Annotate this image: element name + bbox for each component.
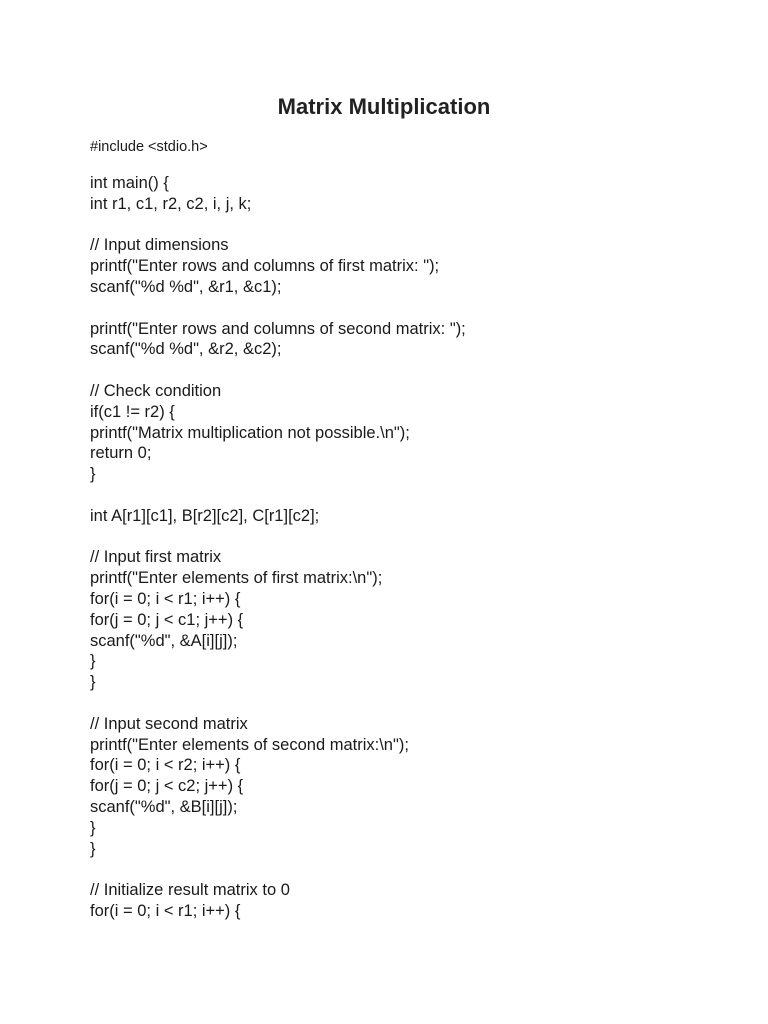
code-line: scanf("%d %d", &r2, &c2);	[90, 340, 282, 359]
code-line: int r1, c1, r2, c2, i, j, k;	[90, 194, 252, 213]
code-line: scanf("%d %d", &r1, &c1);	[90, 277, 282, 296]
code-line: printf("Enter elements of first matrix:\n");	[90, 569, 383, 588]
document-title: Matrix Multiplication	[277, 94, 491, 119]
code-line: for(j = 0; j < c2; j++) {	[90, 777, 244, 796]
code-line: for(j = 0; j < c1; j++) {	[90, 610, 244, 629]
code-line: printf("Enter rows and columns of second matrix: ");	[90, 319, 466, 338]
blank-line	[90, 298, 730, 319]
code-line: // Check condition	[90, 381, 222, 400]
code-line: // Input second matrix	[90, 714, 248, 733]
code-line: // Input first matrix	[90, 548, 222, 567]
code-line: }	[90, 818, 96, 837]
code-line: scanf("%d", &B[i][j]);	[90, 797, 238, 816]
code-line: int A[r1][c1], B[r2][c2], C[r1][c2];	[90, 506, 320, 525]
code-line: }	[90, 652, 96, 671]
include-directive: #include <stdio.h>	[90, 139, 208, 155]
code-line: }	[90, 839, 96, 858]
code-line: scanf("%d", &A[i][j]);	[90, 631, 238, 650]
blank-line	[90, 859, 730, 880]
code-line: for(i = 0; i < r1; i++) {	[90, 901, 241, 920]
code-line: if(c1 != r2) {	[90, 402, 175, 421]
code-line: for(i = 0; i < r1; i++) {	[90, 589, 241, 608]
code-line: }	[90, 673, 96, 692]
code-line: printf("Enter rows and columns of first matrix: ");	[90, 257, 440, 276]
blank-line	[90, 485, 730, 506]
blank-line	[90, 693, 730, 714]
code-line: int main() {	[90, 174, 169, 192]
code-line: // Input dimensions	[90, 236, 229, 255]
code-line: for(i = 0; i < r2; i++) {	[90, 756, 241, 775]
code-body	[90, 173, 730, 922]
code-line: // Initialize result matrix to 0	[90, 881, 290, 900]
code-line: }	[90, 465, 96, 484]
code-line: return 0;	[90, 444, 152, 463]
blank-line	[90, 215, 730, 236]
blank-line	[90, 527, 730, 548]
code-line: printf("Enter elements of second matrix:\n");	[90, 735, 409, 754]
code-line: printf("Matrix multiplication not possible.\n");	[90, 423, 410, 442]
blank-line	[90, 360, 730, 381]
